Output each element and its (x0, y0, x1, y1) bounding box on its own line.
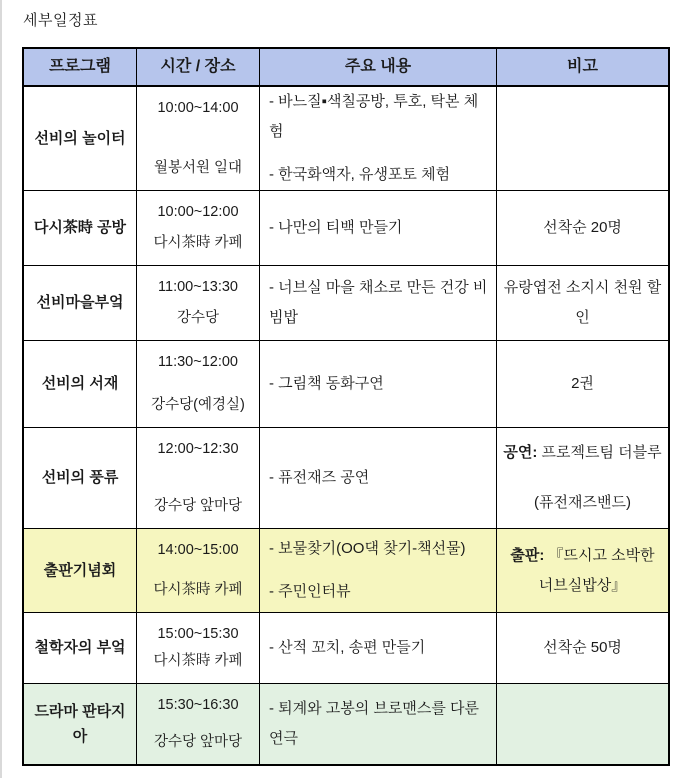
cell-program: 선비의 놀이터 (24, 87, 137, 191)
cell-time-place (137, 613, 260, 684)
cell-content (260, 684, 497, 764)
cell-note (497, 87, 668, 191)
cell-content (260, 191, 497, 266)
place-text: 강수당 앞마당 (153, 733, 243, 750)
header-cell-note: 비고 (497, 49, 668, 87)
time-text: 14:00~15:00 (157, 542, 239, 558)
content-line: - 퇴계와 고봉의 브로맨스를 다룬 연극 (269, 700, 480, 747)
cell-program: 드라마 판타지아 (24, 684, 137, 764)
note-line2: (퓨전재즈밴드) (534, 494, 631, 511)
cell-content (260, 341, 497, 428)
time-text: 15:30~16:30 (157, 697, 239, 713)
content-line: - 퓨전재즈 공연 (269, 469, 370, 486)
place-text: 강수당 앞마당 (153, 497, 243, 514)
cell-program: 다시茶時 공방 (24, 191, 137, 266)
cell-content (260, 613, 497, 684)
content-line: - 한국화액자, 유생포토 체험 (269, 166, 451, 183)
cell-time-place (137, 266, 260, 341)
cell-program: 선비의 풍류 (24, 428, 137, 529)
content-line: - 보물찾기(OO댁 찾기-책선물) (269, 540, 466, 557)
place-text: 다시茶時 카페 (153, 652, 243, 669)
note-text: 프로젝트팀 더블루 (537, 444, 662, 461)
time-text: 12:00~12:30 (157, 441, 239, 457)
cell-time-place (137, 87, 260, 191)
cell-content (260, 529, 497, 613)
header-cell-program: 프로그램 (24, 49, 137, 87)
cell-program: 철학자의 부엌 (24, 613, 137, 684)
note-prefix: 출판: (510, 546, 545, 564)
content-line: - 바느질▪색칠공방, 투호, 탁본 체험 (269, 93, 479, 140)
content-line: - 너브실 마을 채소로 만든 건강 비빔밥 (269, 279, 488, 326)
time-text: 11:30~12:00 (158, 354, 238, 370)
place-text: 강수당 (176, 309, 220, 326)
cell-program: 선비마을부엌 (24, 266, 137, 341)
cell-time-place (137, 684, 260, 764)
content-line: - 나만의 티백 만들기 (269, 219, 403, 236)
note-publication (503, 541, 662, 601)
content-line: - 그림책 동화구연 (269, 375, 384, 392)
page-edge-line (0, 0, 2, 778)
cell-time-place (137, 341, 260, 428)
document-title: 세부일정표 (23, 12, 98, 29)
header-cell-time-place: 시간 / 장소 (137, 49, 260, 87)
place-text: 다시茶時 카페 (153, 234, 243, 251)
time-text: 15:00~15:30 (157, 626, 239, 642)
cell-time-place (137, 428, 260, 529)
schedule-table (22, 47, 670, 766)
place-text: 강수당(예경실) (151, 396, 245, 413)
note-prefix: 공연: (503, 444, 538, 461)
cell-note: 유랑엽전 소지시 천원 할인 (497, 266, 668, 341)
content-line: - 산적 꼬치, 송편 만들기 (269, 639, 426, 656)
place-text: 월봉서원 일대 (153, 159, 243, 176)
time-text: 11:00~13:30 (158, 279, 238, 295)
time-text: 10:00~14:00 (157, 100, 239, 116)
header-cell-main-content: 주요 내용 (260, 49, 497, 87)
cell-note: 선착순 50명 (497, 613, 668, 684)
cell-note (497, 684, 668, 764)
content-line: - 주민인터뷰 (269, 583, 351, 600)
cell-program: 출판기념회 (24, 529, 137, 613)
cell-content (260, 428, 497, 529)
cell-note: 선착순 20명 (497, 191, 668, 266)
note-text: 『뜨시고 소박한 너브실밥상』 (538, 546, 655, 594)
cell-time-place (137, 529, 260, 613)
cell-content (260, 266, 497, 341)
cell-note: 2권 (497, 341, 668, 428)
time-text: 10:00~12:00 (157, 204, 239, 220)
cell-note (497, 428, 668, 529)
cell-time-place (137, 191, 260, 266)
place-text: 다시茶時 카페 (153, 581, 243, 598)
cell-program: 선비의 서재 (24, 341, 137, 428)
note-performer (503, 438, 661, 468)
cell-content (260, 87, 497, 191)
cell-note (497, 529, 668, 613)
